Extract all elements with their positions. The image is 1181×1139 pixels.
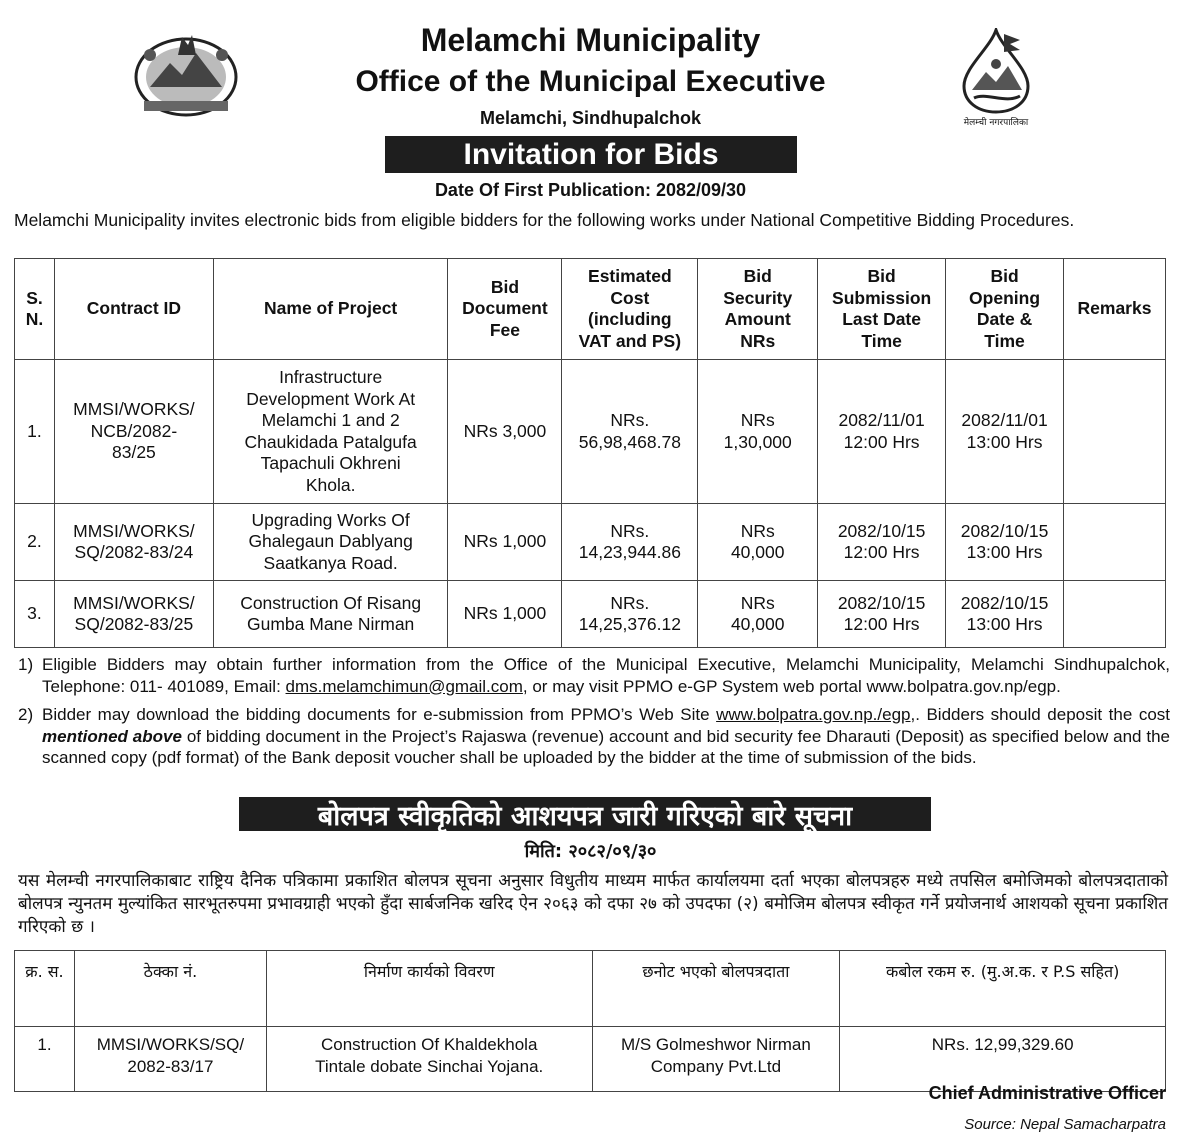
note-number: 2) — [18, 705, 34, 724]
cell-contract-id: MMSI/WORKS/ SQ/2082-83/25 — [54, 581, 213, 648]
source-credit: Source: Nepal Samacharpatra — [964, 1116, 1166, 1133]
website-link[interactable]: www.bolpatra.gov.np./egp — [716, 705, 911, 724]
header-serial: क्र. स. — [15, 951, 75, 1027]
cell-contract-no: MMSI/WORKS/SQ/ 2082-83/17 — [74, 1027, 266, 1092]
header-sn: S. N. — [15, 259, 55, 360]
cell-remarks — [1064, 360, 1166, 504]
signature: Chief Administrative Officer — [928, 1083, 1166, 1103]
notice-date: मिति: २०८२/०९/३० — [524, 841, 657, 862]
cell-bid-security: NRs 1,30,000 — [698, 360, 818, 504]
cell-project-name: Infrastructure Development Work At Melamchi 1 and 2 Chaukidada Patalgufa Tapachuli Okhreni Khola. — [213, 360, 448, 504]
table-row — [15, 504, 1166, 581]
intro-paragraph: Melamchi Municipality invites electronic bids from eligible bidders for the following works under National Competitive Bidding Procedures. — [14, 210, 1075, 230]
cell-submission-date: 2082/10/15 12:00 Hrs — [818, 581, 946, 648]
cell-sn: 1. — [15, 360, 55, 504]
cell-bid-security: NRs 40,000 — [698, 504, 818, 581]
cell-project-name: Construction Of Risang Gumba Mane Nirman — [213, 581, 448, 648]
header-project-name: Name of Project — [213, 259, 448, 360]
note-number: 1) — [18, 655, 34, 674]
cell-opening-date: 2082/11/01 13:00 Hrs — [946, 360, 1064, 504]
cell-bid-fee: NRs 3,000 — [448, 360, 562, 504]
cell-sn: 3. — [15, 581, 55, 648]
header-estimated-cost: Estimated Cost (including VAT and PS) — [562, 259, 698, 360]
page-title: Melamchi Municipality — [420, 22, 761, 58]
cell-bid-fee: NRs 1,000 — [448, 504, 562, 581]
cell-bid-security: NRs 40,000 — [698, 581, 818, 648]
cell-submission-date: 2082/11/01 12:00 Hrs — [818, 360, 946, 504]
header-contract-id: Contract ID — [54, 259, 213, 360]
header-work-description: निर्माण कार्यको विवरण — [266, 951, 592, 1027]
award-table — [14, 950, 1166, 1092]
header-submission-date: Bid Submission Last Date Time — [818, 259, 946, 360]
cell-remarks — [1064, 581, 1166, 648]
logo-caption: मेलम्ची नगरपालिका — [963, 118, 1029, 128]
header-bid-security: Bid Security Amount NRs — [698, 259, 818, 360]
cell-contract-id: MMSI/WORKS/ NCB/2082- 83/25 — [54, 360, 213, 504]
cell-estimated-cost: NRs. 14,23,944.86 — [562, 504, 698, 581]
cell-bid-amount: NRs. 12,99,329.60 — [840, 1027, 1166, 1092]
cell-bid-fee: NRs 1,000 — [448, 581, 562, 648]
cell-opening-date: 2082/10/15 13:00 Hrs — [946, 581, 1064, 648]
note-1: 1) Eligible Bidders may obtain further information from the Office of the Municipal Executive, Melamchi Municipality, Melamchi Sindhupalchok, Telephone: 011- 401089, Email: dms.melamchimun@gmail.com, or may visit PPMO e-GP System web portal www.bolpatra.gov.np/egp. — [18, 655, 1170, 696]
table-row — [15, 1027, 1166, 1092]
nepali-paragraph: यस मेलम्ची नगरपालिकाबाट राष्ट्रिय दैनिक पत्रिकामा प्रकाशित बोलपत्र सूचना अनुसार विधुतीय माध्यम मार्फत कार्यालयमा दर्ता भएका बोलपत्रहरु मध्ये तपसिल बमोजिमको बोलपत्रदाताको बोलपत्र न्युनतम मुल्यांकित सारभूतरुपमा प्रभावग्राही भएको हुँदा सार्बजनिक खरिद ऐन २०६३ को दफा २७ को उपदफा (२) बमोजिम बोलपत्र स्वीकृत गर्ने प्रयोजनार्थ आशयको सूचना प्रकाशित गरिएको छ । — [18, 871, 1168, 937]
header-contract-no: ठेक्का नं. — [74, 951, 266, 1027]
cell-opening-date: 2082/10/15 13:00 Hrs — [946, 504, 1064, 581]
note-2: 2) Bidder may download the bidding documents for e-submission from PPMO’s Web Site www.bolpatra.gov.np./egp,. Bidders should deposit the cost mentioned above of bidding document in the Project’s Rajaswa (revenue) account and bid security fee Dharauti (Deposit) as specified below and the scanned copy (pdf format) of the Bank deposit voucher shall be uploaded by the bidder at the time of submission of the bids. — [18, 705, 1171, 767]
cell-remarks — [1064, 504, 1166, 581]
cell-estimated-cost: NRs. 56,98,468.78 — [562, 360, 698, 504]
header-opening-date: Bid Opening Date & Time — [946, 259, 1064, 360]
award-table-header — [15, 951, 1166, 1027]
header-bid-fee: Bid Document Fee — [448, 259, 562, 360]
cell-serial: 1. — [15, 1027, 75, 1092]
cell-project-name: Upgrading Works Of Ghalegaun Dablyang Saatkanya Road. — [213, 504, 448, 581]
header-remarks: Remarks — [1064, 259, 1166, 360]
office-location: Melamchi, Sindhupalchok — [479, 108, 702, 128]
email-link[interactable]: dms.melamchimun@gmail.com — [285, 676, 523, 696]
cell-contract-id: MMSI/WORKS/ SQ/2082-83/24 — [54, 504, 213, 581]
bids-table-header — [15, 259, 1166, 360]
table-row — [15, 581, 1166, 648]
bids-table — [14, 258, 1166, 648]
cell-sn: 2. — [15, 504, 55, 581]
cell-estimated-cost: NRs. 14,25,376.12 — [562, 581, 698, 648]
cell-selected-bidder: M/S Golmeshwor Nirman Company Pvt.Ltd — [592, 1027, 840, 1092]
header-bid-amount: कबोल रकम रु. (मु.अ.क. र P.S सहित) — [840, 951, 1166, 1027]
header-selected-bidder: छनोट भएको बोलपत्रदाता — [592, 951, 840, 1027]
cell-work-description: Construction Of Khaldekhola Tintale dobate Sinchai Yojana. — [266, 1027, 592, 1092]
letter-of-intent-banner: बोलपत्र स्वीकृतिको आशयपत्र जारी गरिएको बारे सूचना — [239, 797, 931, 831]
table-row — [15, 360, 1166, 504]
invitation-banner: Invitation for Bids — [385, 136, 797, 173]
publication-date: Date Of First Publication: 2082/09/30 — [434, 180, 747, 200]
office-subtitle: Office of the Municipal Executive — [355, 65, 826, 98]
cell-submission-date: 2082/10/15 12:00 Hrs — [818, 504, 946, 581]
